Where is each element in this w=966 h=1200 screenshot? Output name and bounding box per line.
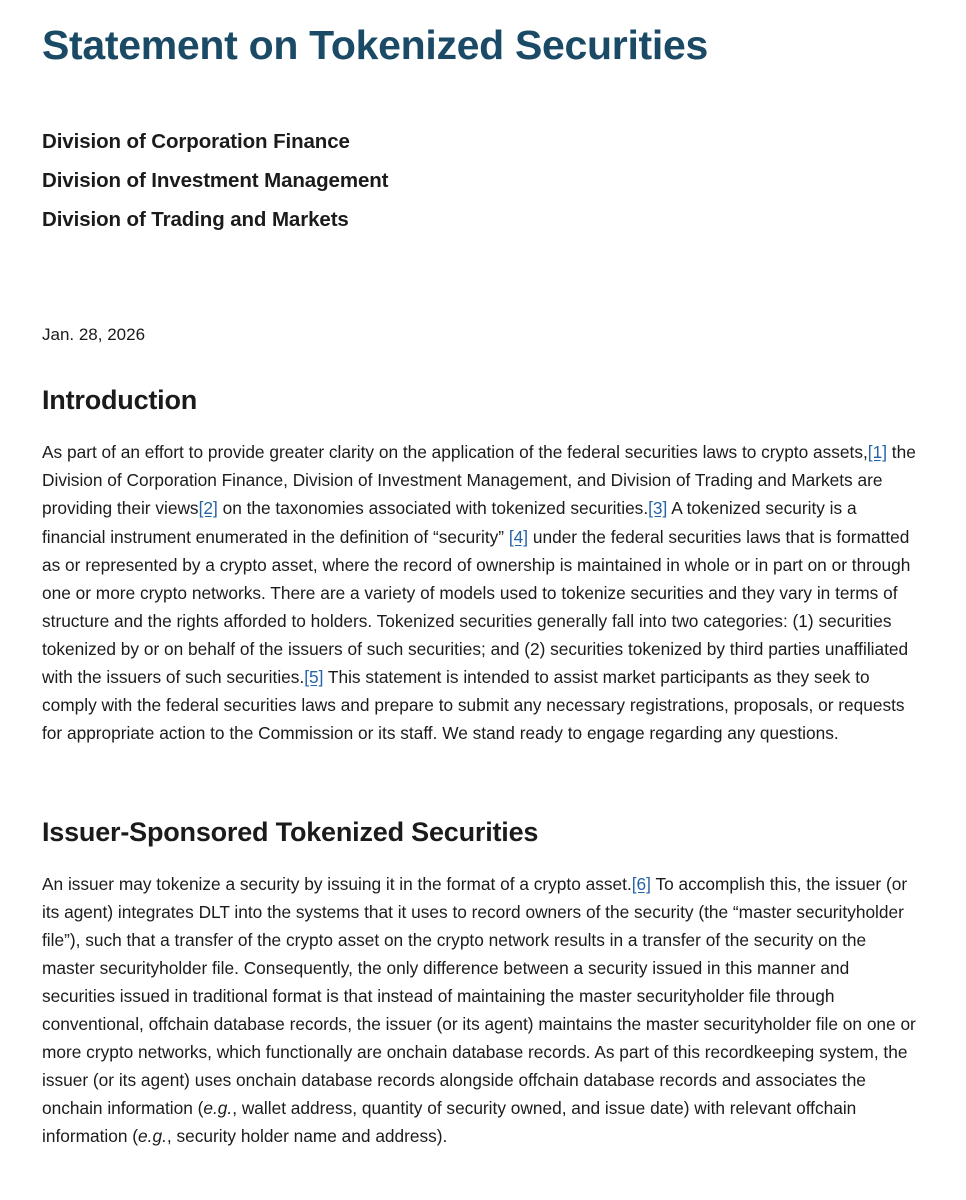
section-paragraph-introduction: As part of an effort to provide greater clarity on the application of the federal securities laws to crypto assets,[1] the Division of Corporation Finance, Division of Investment Management, and Division of Trading and Markets are providing their views[2] on the taxonomies associated with tokenized securities.[3] A tokenized security is a financial instrument enumerated in the definition of “security” [4] under the federal securities laws that is formatted as or represented by a crypto asset, where the record of ownership is maintained in whole or in part on or through one or more crypto networks. There are a variety of models used to tokenize securities and they vary in terms of structure and the rights afforded to holders. Tokenized securities generally fall into two categories: (1) securities tokenized by or on behalf of the issuers of such securities; and (2) securities tokenized by third parties unaffiliated with the issuers of such securities.[5] This statement is intended to assist market participants as they seek to comply with the federal securities laws and prepare to submit any necessary registrations, proposals, or requests for appropriate action to the Commission or its staff. We stand ready to engage regarding any questions. <box>42 442 916 743</box>
division-list <box>42 123 922 240</box>
publication-date: Jan. 28, 2026 <box>42 324 146 344</box>
division-line: Division of Trading and Markets <box>42 208 349 232</box>
emphasis-text: e.g. <box>138 1125 167 1146</box>
footnote-link[interactable]: [5] <box>304 666 324 687</box>
section-heading-introduction: Introduction <box>42 385 198 416</box>
division-line: Division of Investment Management <box>42 169 389 193</box>
division-line: Division of Corporation Finance <box>42 130 350 154</box>
footnote-link[interactable]: [3] <box>648 498 668 519</box>
footnote-link[interactable]: [1] <box>867 442 887 463</box>
footnote-link[interactable]: [4] <box>508 526 529 547</box>
section-paragraph-issuer-sponsored: An issuer may tokenize a security by issuing it in the format of a crypto asset.[6] To accomplish this, the issuer (or its agent) integrates DLT into the systems that it uses to record owners of the security (the “master securityholder file”), such that a transfer of the crypto asset on the crypto network results in a transfer of the security on the master securityholder file. Consequently, the only difference between a security issued in this manner and securities issued in traditional format is that instead of maintaining the master securityholder file through conventional, offchain database records, the issuer (or its agent) maintains the master securityholder file on one or more crypto networks, which functionally are onchain database records. As part of this recordkeeping system, the issuer (or its agent) uses onchain database records alongside offchain database records and associates the onchain information (e.g., wallet address, quantity of security owned, and issue date) with relevant offchain information (e.g., security holder name and address). <box>42 873 916 1146</box>
section-heading-issuer-sponsored: Issuer-Sponsored Tokenized Securities <box>42 816 539 847</box>
page-title: Statement on Tokenized Securities <box>42 22 708 68</box>
footnote-link[interactable]: [6] <box>631 873 651 894</box>
emphasis-text: e.g. <box>203 1097 233 1118</box>
footnote-link[interactable]: [2] <box>198 498 218 519</box>
